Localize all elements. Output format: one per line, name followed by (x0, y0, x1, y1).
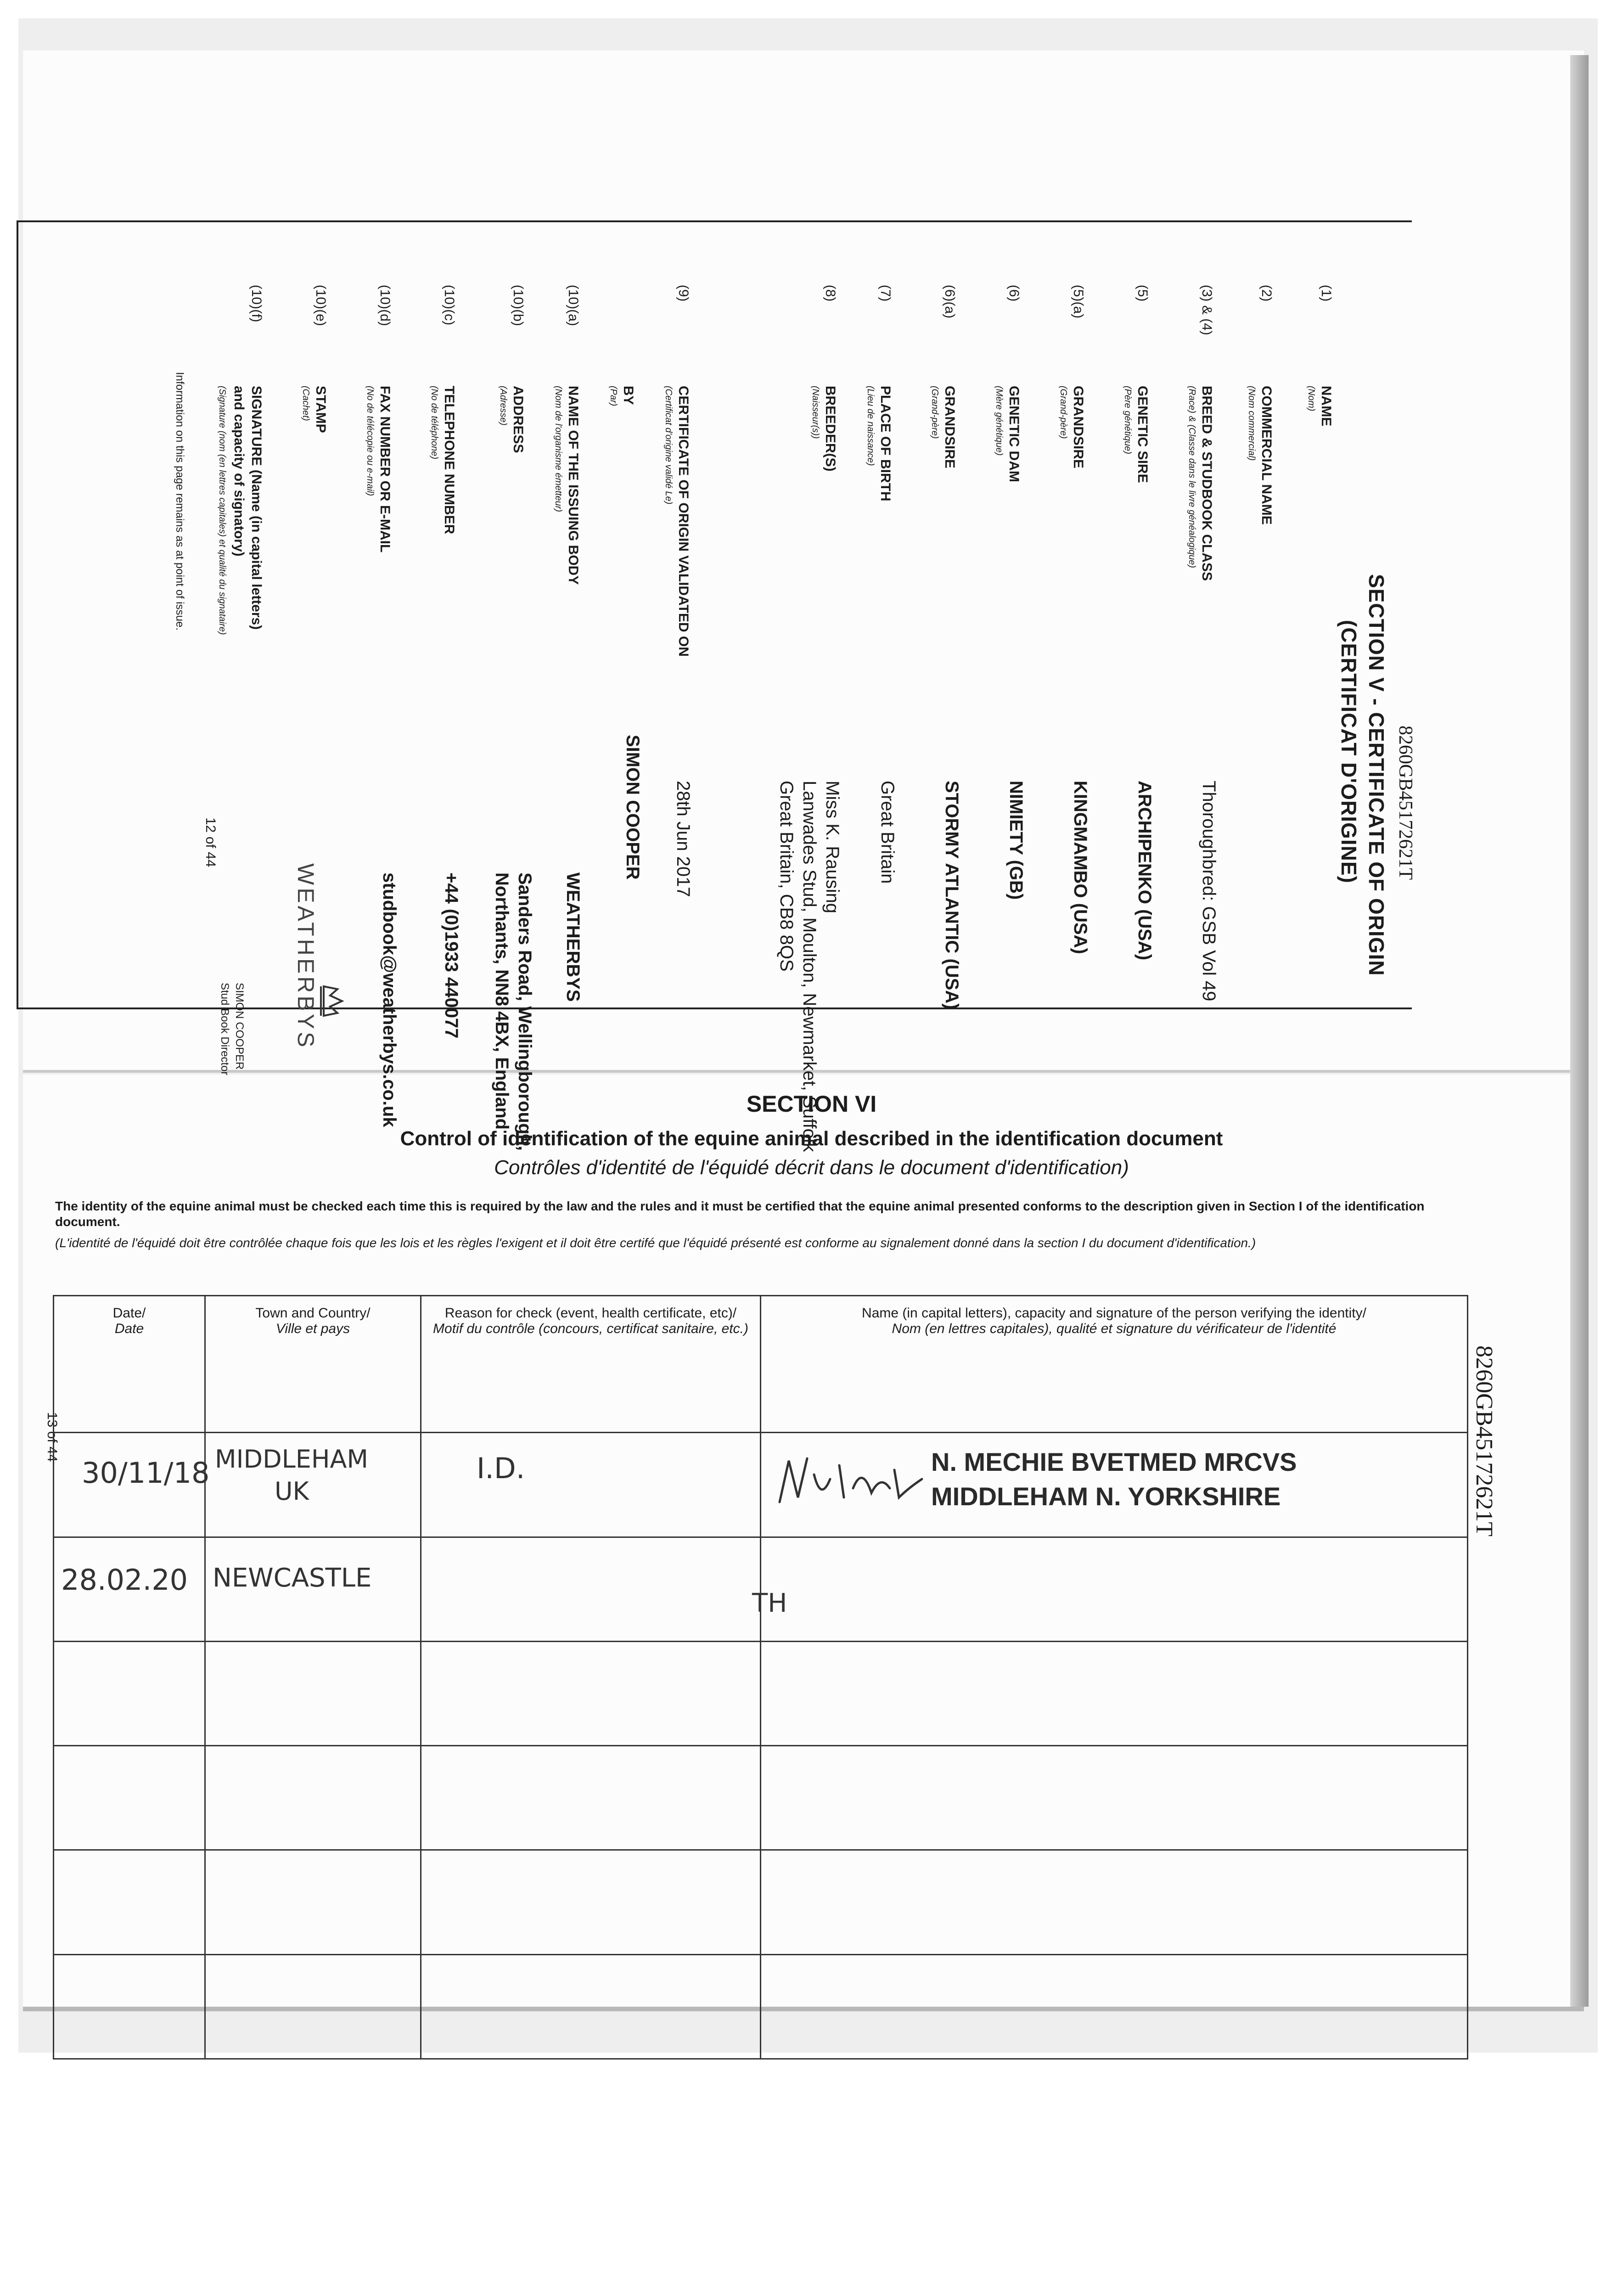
page-number-13: 13 of 44 (45, 1412, 60, 1462)
field-sub: (Mère génétique) (994, 386, 1004, 456)
crown-logo-icon (316, 983, 347, 1019)
signature-label-2: and capacity of signatory) (231, 386, 247, 557)
signature-label-1: SIGNATURE (Name (in capital letters) (249, 386, 264, 630)
by-sub: (Par) (608, 386, 618, 406)
field-sub: (Grand-père) (930, 386, 940, 439)
table-row (54, 1537, 1468, 1641)
section-v-title-fr: (CERTIFICAT D'ORIGINE) (1337, 620, 1361, 884)
section-vi-heading: SECTION VI (746, 1091, 877, 1117)
cell-date (54, 1641, 205, 1745)
telephone-label: TELEPHONE NUMBER (442, 386, 457, 535)
field-label-dam-grandsire: GRANDSIRE (942, 386, 957, 469)
handwritten-town: MIDDLEHAM (215, 1445, 369, 1474)
telephone-sub: (No de téléphone) (429, 386, 439, 460)
genetic-sire-value: ARCHIPENKO (USA) (1134, 781, 1155, 961)
field-num: (10)(a) (566, 285, 581, 326)
field-num: (3) & (4) (1199, 285, 1214, 336)
col-town-en: Town and Country/ (255, 1306, 371, 1321)
field-num: (10)(d) (377, 285, 393, 326)
table-row (54, 1954, 1468, 2059)
cell-town (205, 1954, 421, 2059)
address-label: ADDRESS (511, 386, 526, 453)
field-num: (5) (1135, 285, 1150, 302)
field-num: (10)(c) (442, 285, 457, 326)
fax-sub: (No de télécopie ou e-mail) (365, 386, 375, 496)
section-vi-subheading: Control of identification of the equine animal described in the identification document (400, 1127, 1223, 1150)
col-date-en: Date/ (112, 1306, 146, 1321)
address-sub: (Adresse) (498, 386, 508, 426)
table-row (54, 1746, 1468, 1850)
table-header-row (54, 1296, 1468, 1433)
field-num: (5)(a) (1071, 285, 1086, 319)
validated-by-value: SIMON COOPER (623, 735, 643, 880)
field-num: (6) (1006, 285, 1022, 302)
table-row (54, 1641, 1468, 1745)
issuing-body-sub: (Nom de l'organisme émetteur) (553, 386, 563, 512)
vet-stamp-line-2: MIDDLEHAM N. YORKSHIRE (931, 1482, 1281, 1511)
breeder-value: Miss K. Rausing (822, 781, 842, 913)
col-header-date (54, 1296, 205, 1433)
cell-verifier (761, 1850, 1468, 1954)
handwritten-town: NEWCASTLE (213, 1563, 372, 1593)
cell-town (205, 1641, 421, 1745)
document-id-side: 8260GB45172621T (1471, 1345, 1497, 1536)
field-label-name: NAME (1319, 386, 1334, 427)
cell-verifier (761, 1954, 1468, 2059)
cell-town (205, 1537, 421, 1641)
fax-label: FAX NUMBER OR E-MAIL (377, 386, 393, 553)
signature-sub: (Signature (nom (en lettres capitales) et qualité du signataire) (217, 386, 227, 635)
stamp-sub: (Cachet) (301, 386, 311, 421)
field-num: (7) (878, 285, 893, 302)
page-number-12: 12 of 44 (203, 817, 218, 867)
field-sub: (Nom commercial) (1247, 386, 1257, 461)
field-label-genetic-sire: GENETIC SIRE (1135, 386, 1150, 483)
cell-reason (421, 1537, 761, 1641)
footer-note: Information on this page remains as at point of issue. (174, 372, 186, 630)
breeder-address-1: Lanwades Stud, Moulton, Newmarket, Suffolk (799, 781, 820, 1152)
field-num: (2) (1259, 285, 1274, 302)
identity-note-fr: (L'identité de l'équidé doit être contrôlée chaque fois que les lois et les règles l'exigent et il doit être certifé que l'équidé présenté est conforme au signalement donné dans la section I du document d'identification.) (55, 1236, 1256, 1250)
identity-checks-table (53, 1295, 1468, 2060)
signer-name: SIMON COOPER (233, 983, 246, 1070)
field-num: (9) (676, 285, 691, 302)
cell-verifier (761, 1746, 1468, 1850)
stamp-label: STAMP (313, 386, 328, 433)
col-header-verifier (761, 1296, 1468, 1433)
dam-grandsire-value: STORMY ATLANTIC (USA) (942, 781, 962, 1010)
field-sub: (Naisseur(s)) (810, 386, 820, 439)
cell-date (54, 1537, 205, 1641)
field-num: (10)(b) (511, 285, 526, 326)
col-town-fr: Ville et pays (275, 1321, 350, 1336)
issuing-body-label: NAME OF THE ISSUING BODY (566, 386, 581, 585)
table-row (54, 1433, 1468, 1537)
field-label-place-of-birth: PLACE OF BIRTH (878, 386, 893, 501)
table-row (54, 1850, 1468, 1954)
cell-reason (421, 1746, 761, 1850)
cell-date (54, 1746, 205, 1850)
genetic-dam-value: NIMIETY (GB) (1006, 781, 1026, 900)
col-reason-fr: Motif du contrôle (concours, certificat sanitaire, etc.) (433, 1321, 748, 1336)
weatherbys-logo: WEATHERBYS (293, 863, 319, 1050)
issuing-body-value: WEATHERBYS (563, 872, 583, 1002)
cell-verifier (752, 1537, 1468, 1641)
col-verifier-fr: Nom (en lettres capitales), qualité et signature du vérificateur de l'identité (892, 1321, 1337, 1336)
cell-reason (421, 1850, 761, 1954)
address-value-1: Sanders Road, Wellingborough, (515, 872, 535, 1151)
breeder-address-2: Great Britain, CB8 8QS (776, 781, 797, 972)
handwritten-country: UK (275, 1477, 309, 1506)
section-v-certificate (0, 193, 1435, 1203)
field-sub: (Père génétique) (1123, 386, 1133, 454)
cell-reason (421, 1641, 761, 1745)
validated-date: 28th Jun 2017 (673, 781, 693, 897)
signer-title: Stud Book Director (219, 983, 231, 1075)
cell-reason (421, 1433, 761, 1537)
field-label-breeders: BREEDER(S) (823, 386, 838, 472)
handwritten-date: 28.02.20 (61, 1563, 188, 1597)
cell-date (54, 1850, 205, 1954)
signature-scribble-icon (770, 1447, 936, 1516)
field-label-genetic-dam: GENETIC DAM (1006, 386, 1022, 482)
section-v-title: SECTION V - CERTIFICATE OF ORIGIN (1365, 574, 1388, 976)
fax-email-value: studbook@weatherbys.co.uk (379, 872, 399, 1127)
field-sub: (Race) & (Classe dans le livre généalogique) (1187, 386, 1197, 568)
validated-label: CERTIFICATE OF ORIGIN VALIDATED ON (676, 386, 691, 657)
cell-verifier (761, 1641, 1468, 1745)
cell-town (205, 1433, 421, 1537)
field-sub: (Grand-père) (1058, 386, 1068, 439)
cell-date (54, 1954, 205, 2059)
col-verifier-en: Name (in capital letters), capacity and signature of the person verifying the identity/ (862, 1306, 1366, 1321)
field-sub: (Nom) (1306, 386, 1316, 411)
vet-stamp-line-1: N. MECHIE BVETMED MRCVS (931, 1447, 1297, 1477)
handwritten-initials: TH (752, 1588, 787, 1618)
col-header-reason (421, 1296, 761, 1433)
cell-town (205, 1850, 421, 1954)
cell-reason (421, 1954, 761, 2059)
handwritten-reason: I.D. (477, 1452, 525, 1486)
breed-value: Thoroughbred: GSB Vol 49 (1199, 781, 1219, 1002)
field-num: (6)(a) (942, 285, 957, 319)
address-value-2: Northants, NN8 4BX, England (492, 872, 512, 1130)
field-num: (10)(e) (313, 285, 328, 326)
cell-date (54, 1433, 210, 1537)
field-num: (8) (823, 285, 838, 302)
col-reason-en: Reason for check (event, health certificate, etc)/ (444, 1306, 737, 1321)
field-label-grandsire: GRANDSIRE (1071, 386, 1086, 469)
validated-sub: (Certificat d'origine validé Le) (663, 386, 674, 505)
col-header-town (205, 1296, 421, 1433)
grandsire-value: KINGMAMBO (USA) (1070, 781, 1090, 954)
document-id-top: 8260GB45172621T (1395, 726, 1416, 880)
section-vi-subheading-fr: Contrôles d'identité de l'équidé décrit dans le document d'identification) (494, 1156, 1129, 1179)
field-label-breed: BREED & STUDBOOK CLASS (1199, 386, 1214, 581)
place-of-birth-value: Great Britain (877, 781, 898, 884)
handwritten-date: 30/11/18 (82, 1456, 210, 1490)
passport-spine-edge (1570, 55, 1589, 2007)
col-date-fr: Date (114, 1321, 144, 1336)
cell-verifier (761, 1433, 1468, 1537)
telephone-value: +44 (0)1933 440077 (441, 872, 461, 1039)
field-sub: (Lieu de naissance) (865, 386, 876, 466)
field-label-commercial-name: COMMERCIAL NAME (1259, 386, 1274, 525)
field-num: (1) (1319, 285, 1334, 302)
identity-note-en: The identity of the equine animal must be checked each time this is required by the law and the rules and it must be certified that the equine animal presented conforms to the description given in Section I of the identification document. (55, 1199, 1425, 1229)
cell-town (205, 1746, 421, 1850)
field-num: (10)(f) (249, 285, 264, 322)
by-label: BY (621, 386, 636, 405)
